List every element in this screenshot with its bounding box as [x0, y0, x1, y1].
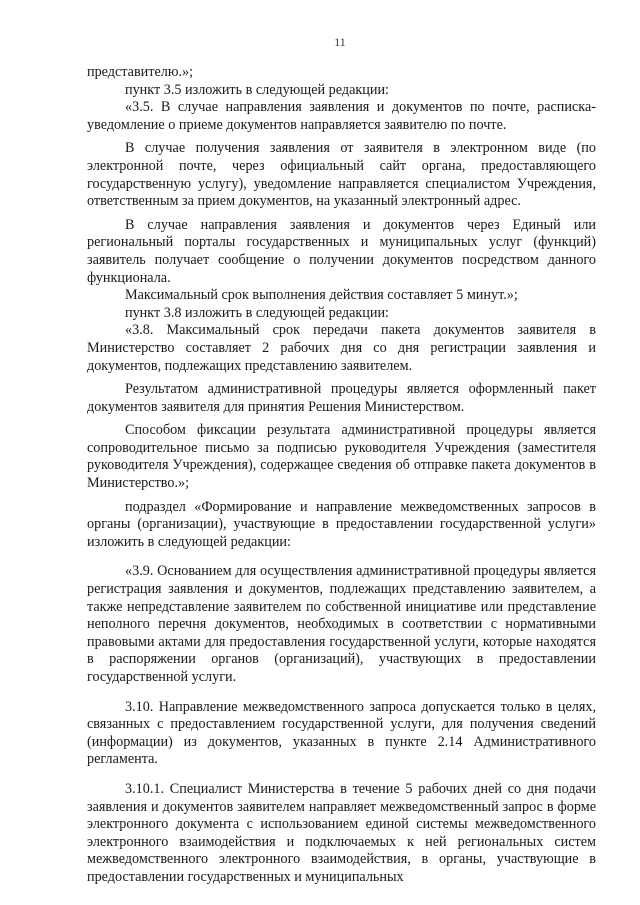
paragraph: пункт 3.5 изложить в следующей редакции: — [125, 81, 389, 98]
paragraph: Способом фиксации результата административной процедуры является сопроводительное письмо за подписью руководителя Учреждения (заместителя руководителя Учреждения), содержащее сведения об отправке пакета документов в Министерство.»; — [87, 422, 596, 492]
paragraph: представителю.»; — [87, 64, 194, 80]
paragraph: «3.5. В случае направления заявления и документов по почте, расписка-уведомление о приеме документов направляется заявителю по почте. — [87, 99, 596, 133]
paragraph: пункт 3.8 изложить в следующей редакции: — [125, 304, 389, 321]
paragraph: В случае получения заявления от заявителя в электронном виде (по электронной почте, через официальный сайт органа, предоставляющего государственную услугу), уведомление направляется специалистом Учреждения, ответственным за прием документов, на указанный электронный адрес. — [87, 140, 596, 210]
paragraph: 3.10. Направление межведомственного запроса допускается только в целях, связанных с предоставлением государственной услуги, для получения сведений (информации) из документов, указанных в пункте 2.14 Административного регламента. — [87, 698, 596, 768]
paragraph: Максимальный срок выполнения действия составляет 5 минут.»; — [125, 287, 518, 304]
paragraph: В случае направления заявления и документов через Единый или региональный порталы государственных и муниципальных услуг (функций) заявитель получает сообщение о получении документов посредством данного функционала. — [87, 216, 596, 286]
paragraph: «3.9. Основанием для осуществления административной процедуры является регистрация заявления и документов, подлежащих представлению заявителем, а также непредставление заявителем по собственной инициативе или представление неполного перечня документов, необходимых в соответствии с нормативными правовыми актами для предоставления государственной услуги, которые находятся в распоряжении органов (организаций), участвующих в предоставлении государственной услуги. — [87, 563, 596, 685]
page-number: 11 — [334, 35, 346, 49]
paragraph: 3.10.1. Специалист Министерства в течение 5 рабочих дней со дня подачи заявления и документов заявителем направляет межведомственный запрос в форме электронного документа с использованием единой системы межведомственного электронного взаимодействия и подключаемых к ней региональных систем межведомственного электронного взаимодействия, в органы, участвующие в предоставлении государственных и муниципальных — [87, 780, 596, 885]
document-body — [87, 64, 596, 887]
paragraph: подраздел «Формирование и направление межведомственных запросов в органы (организации), участвующие в предоставлении государственной услуги» изложить в следующей редакции: — [87, 498, 596, 550]
paragraph: Результатом административной процедуры является оформленный пакет документов заявителя для принятия Решения Министерством. — [87, 381, 596, 415]
paragraph: «3.8. Максимальный срок передачи пакета документов заявителя в Министерство составляет 2 рабочих дня со дня регистрации заявления и документов, подлежащих представлению заявителем. — [87, 322, 596, 374]
